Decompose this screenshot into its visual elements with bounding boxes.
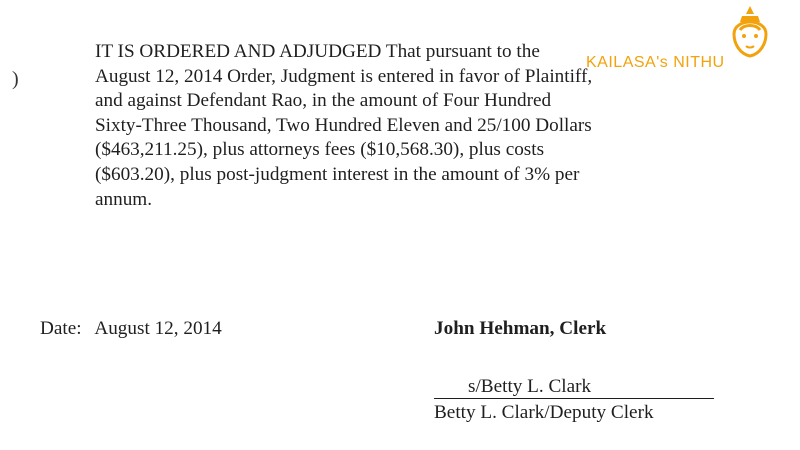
watermark (586, 4, 796, 76)
order-line-3: and against Defendant Rao, in the amount of Four Hundred (95, 90, 552, 112)
order-line-7: annum. (95, 188, 153, 210)
clerk-name: John Hehman, Clerk (434, 318, 607, 339)
date-value: August 12, 2014 (94, 318, 222, 339)
order-line-2: August 12, 2014 Order, Judgment is entered in favor of Plaintiff, (95, 65, 593, 87)
deity-logo-icon (724, 4, 776, 62)
signature-line (434, 376, 714, 399)
order-line-5: ($463,211.25), plus attorneys fees ($10,568.30), plus costs (95, 139, 545, 161)
order-line-4: Sixty-Three Thousand, Two Hundred Eleven and 25/100 Dollars (95, 114, 592, 136)
margin-mark: ) (12, 68, 19, 90)
date-block (40, 318, 222, 340)
signature-text: s/Betty L. Clark (468, 376, 592, 397)
date-label: Date: (40, 318, 82, 339)
watermark-text: KAILASA's NITHU (586, 54, 725, 71)
order-line-1: IT IS ORDERED AND ADJUDGED That pursuant to the (95, 41, 540, 62)
signature-caption: Betty L. Clark/Deputy Clerk (434, 402, 654, 423)
order-line-6: ($603.20), plus post-judgment interest in the amount of 3% per (95, 163, 580, 185)
